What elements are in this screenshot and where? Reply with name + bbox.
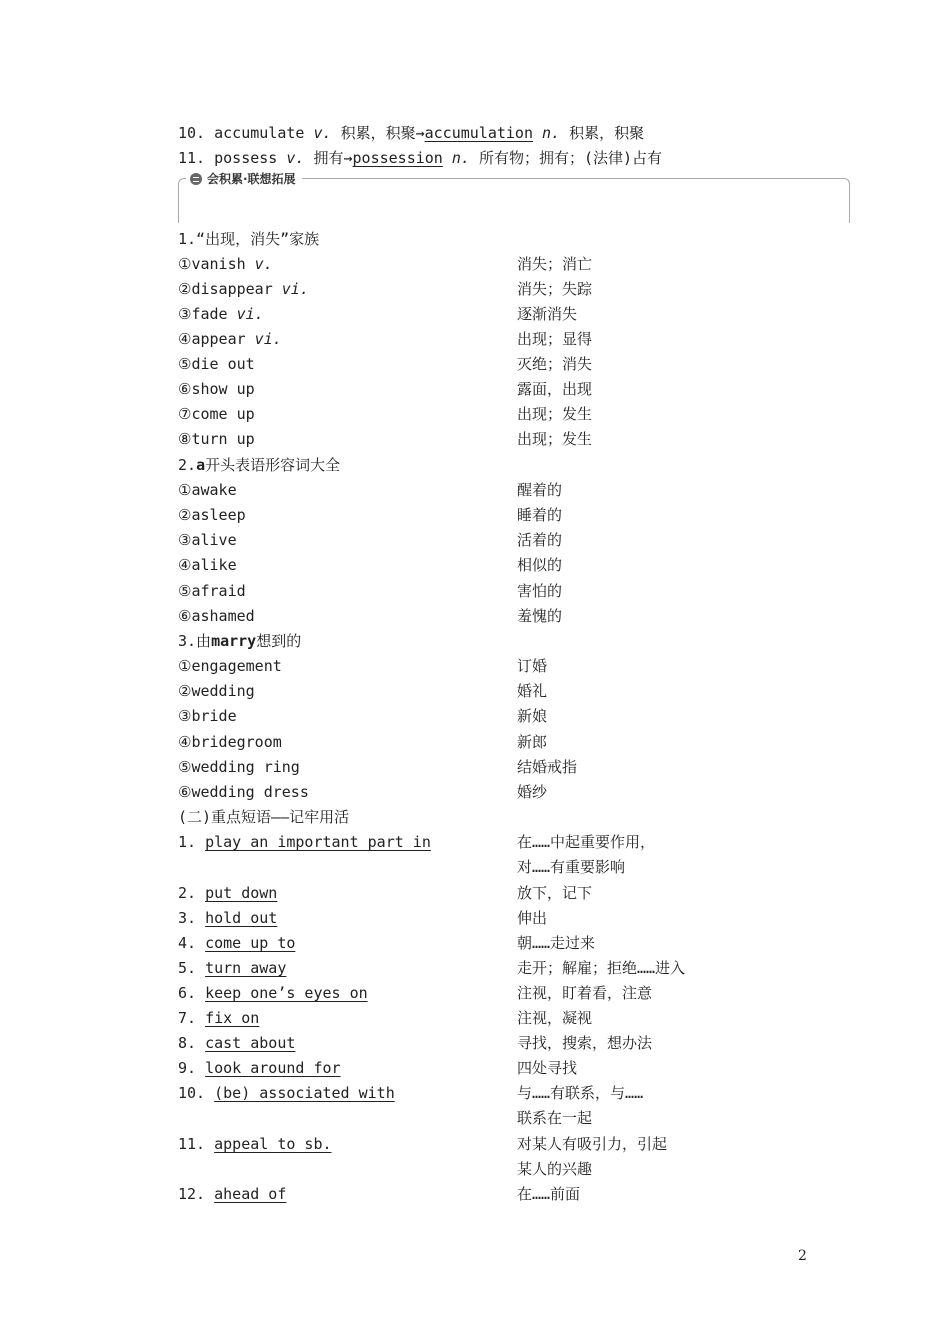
derived-word: accumulation bbox=[424, 124, 533, 142]
phrase-meaning: 走开；解雇；拒绝……进入 bbox=[517, 959, 686, 977]
phrase-item: 10. (be) associated with bbox=[178, 1084, 395, 1102]
list-item-meaning: 消失；消亡 bbox=[517, 255, 593, 273]
phrase-meaning: 对……有重要影响 bbox=[517, 858, 626, 876]
list-item: ⑥ashamed bbox=[178, 607, 255, 625]
group-heading: 3.由marry想到的 bbox=[178, 632, 302, 650]
phrase-item: 7. fix on bbox=[178, 1009, 260, 1027]
phrase-item: 2. put down bbox=[178, 884, 278, 902]
list-item-meaning: 结婚戒指 bbox=[517, 758, 578, 776]
list-item: ①engagement bbox=[178, 657, 282, 675]
list-item-meaning: 新娘 bbox=[517, 707, 548, 725]
list-item: ⑦come up bbox=[178, 405, 255, 423]
list-item: ④appear vi. bbox=[178, 330, 282, 348]
phrase-meaning: 注视，凝视 bbox=[517, 1009, 593, 1027]
list-item-meaning: 羞愧的 bbox=[517, 607, 563, 625]
derived-pos: n. bbox=[451, 149, 470, 167]
part-of-speech: v. bbox=[313, 124, 332, 142]
phrase-meaning: 在……中起重要作用， bbox=[517, 833, 656, 851]
list-item-meaning: 新郎 bbox=[517, 733, 548, 751]
list-item-meaning: 灭绝；消失 bbox=[517, 355, 593, 373]
phrase-meaning: 放下，记下 bbox=[517, 884, 593, 902]
list-item: ③bride bbox=[178, 707, 237, 725]
list-item-meaning: 出现；发生 bbox=[517, 430, 593, 448]
phrase-meaning: 伸出 bbox=[517, 909, 548, 927]
arrow: → bbox=[415, 124, 425, 142]
phrase-meaning: 四处寻找 bbox=[517, 1059, 578, 1077]
phrase-meaning: 与……有联系，与…… bbox=[517, 1084, 644, 1102]
phrase-item: 6. keep one’s eyes on bbox=[178, 984, 368, 1002]
list-item-meaning: 睡着的 bbox=[517, 506, 563, 524]
derived-pos: n. bbox=[542, 124, 561, 142]
group-heading: 1.“出现，消失”家族 bbox=[178, 230, 320, 248]
derived-meaning: 积累，积聚 bbox=[569, 124, 645, 142]
list-item-meaning: 订婚 bbox=[517, 657, 548, 675]
list-item-meaning: 露面，出现 bbox=[517, 380, 593, 398]
list-item-meaning: 出现；显得 bbox=[517, 330, 593, 348]
phrase-meaning: 对某人有吸引力，引起 bbox=[517, 1135, 668, 1153]
phrase-meaning: 联系在一起 bbox=[517, 1109, 593, 1127]
derived-meaning: 所有物；拥有；(法律)占有 bbox=[478, 149, 663, 167]
list-item-meaning: 活着的 bbox=[517, 531, 563, 549]
phrase-item: 11. appeal to sb. bbox=[178, 1135, 332, 1153]
list-item-meaning: 逐渐消失 bbox=[517, 305, 578, 323]
list-item: ①vanish v. bbox=[178, 255, 273, 273]
phrase-meaning: 注视，盯着看，注意 bbox=[517, 984, 653, 1002]
phrase-item: 5. turn away bbox=[178, 959, 287, 977]
derived-word: possession bbox=[352, 149, 443, 167]
book-icon bbox=[190, 173, 202, 185]
phrase-meaning: 寻找，搜索，想办法 bbox=[517, 1034, 653, 1052]
phrase-item: 3. hold out bbox=[178, 909, 278, 927]
list-item: ④alike bbox=[178, 556, 237, 574]
list-item: ①awake bbox=[178, 481, 237, 499]
phrase-meaning: 朝……走过来 bbox=[517, 934, 596, 952]
list-item: ⑤die out bbox=[178, 355, 255, 373]
list-item: ④bridegroom bbox=[178, 733, 282, 751]
arrow: → bbox=[343, 149, 353, 167]
list-item: ⑤afraid bbox=[178, 582, 246, 600]
list-item: ⑥wedding dress bbox=[178, 783, 309, 801]
vocab-line-11 bbox=[178, 148, 662, 168]
list-item: ③alive bbox=[178, 531, 237, 549]
section-box-title: 会积累·联想拓展 bbox=[186, 170, 302, 188]
meaning: 积累，积聚 bbox=[340, 124, 416, 142]
phrase-meaning: 某人的兴趣 bbox=[517, 1160, 593, 1178]
phrase-meaning: 在……前面 bbox=[517, 1185, 581, 1203]
group-heading: 2.a开头表语形容词大全 bbox=[178, 456, 341, 474]
phrase-item: 1. play an important part in bbox=[178, 833, 431, 851]
list-item-meaning: 相似的 bbox=[517, 556, 563, 574]
list-item: ②asleep bbox=[178, 506, 246, 524]
meaning: 拥有 bbox=[313, 149, 344, 167]
word: accumulate bbox=[214, 124, 305, 142]
list-item-meaning: 醒着的 bbox=[517, 481, 563, 499]
list-item-meaning: 消失；失踪 bbox=[517, 280, 593, 298]
vocab-line-10 bbox=[178, 123, 644, 143]
list-item-meaning: 害怕的 bbox=[517, 582, 563, 600]
phrase-item: 12. ahead of bbox=[178, 1185, 287, 1203]
list-item-meaning: 出现；发生 bbox=[517, 405, 593, 423]
part-of-speech: v. bbox=[286, 149, 305, 167]
list-item: ⑤wedding ring bbox=[178, 758, 300, 776]
list-item: ⑥show up bbox=[178, 380, 255, 398]
list-item: ②wedding bbox=[178, 682, 255, 700]
item-number: 11. bbox=[178, 149, 206, 167]
list-item: ②disappear vi. bbox=[178, 280, 309, 298]
list-item: ③fade vi. bbox=[178, 305, 264, 323]
list-item-meaning: 婚礼 bbox=[517, 682, 548, 700]
phrase-item: 9. look around for bbox=[178, 1059, 341, 1077]
item-number: 10. bbox=[178, 124, 206, 142]
word: possess bbox=[214, 149, 278, 167]
phrase-item: 4. come up to bbox=[178, 934, 296, 952]
phrase-item: 8. cast about bbox=[178, 1034, 296, 1052]
list-item-meaning: 婚纱 bbox=[517, 783, 548, 801]
page-number: 2 bbox=[798, 1248, 807, 1264]
list-item: ⑧turn up bbox=[178, 430, 255, 448]
section-heading: (二)重点短语——记牢用活 bbox=[178, 808, 350, 826]
